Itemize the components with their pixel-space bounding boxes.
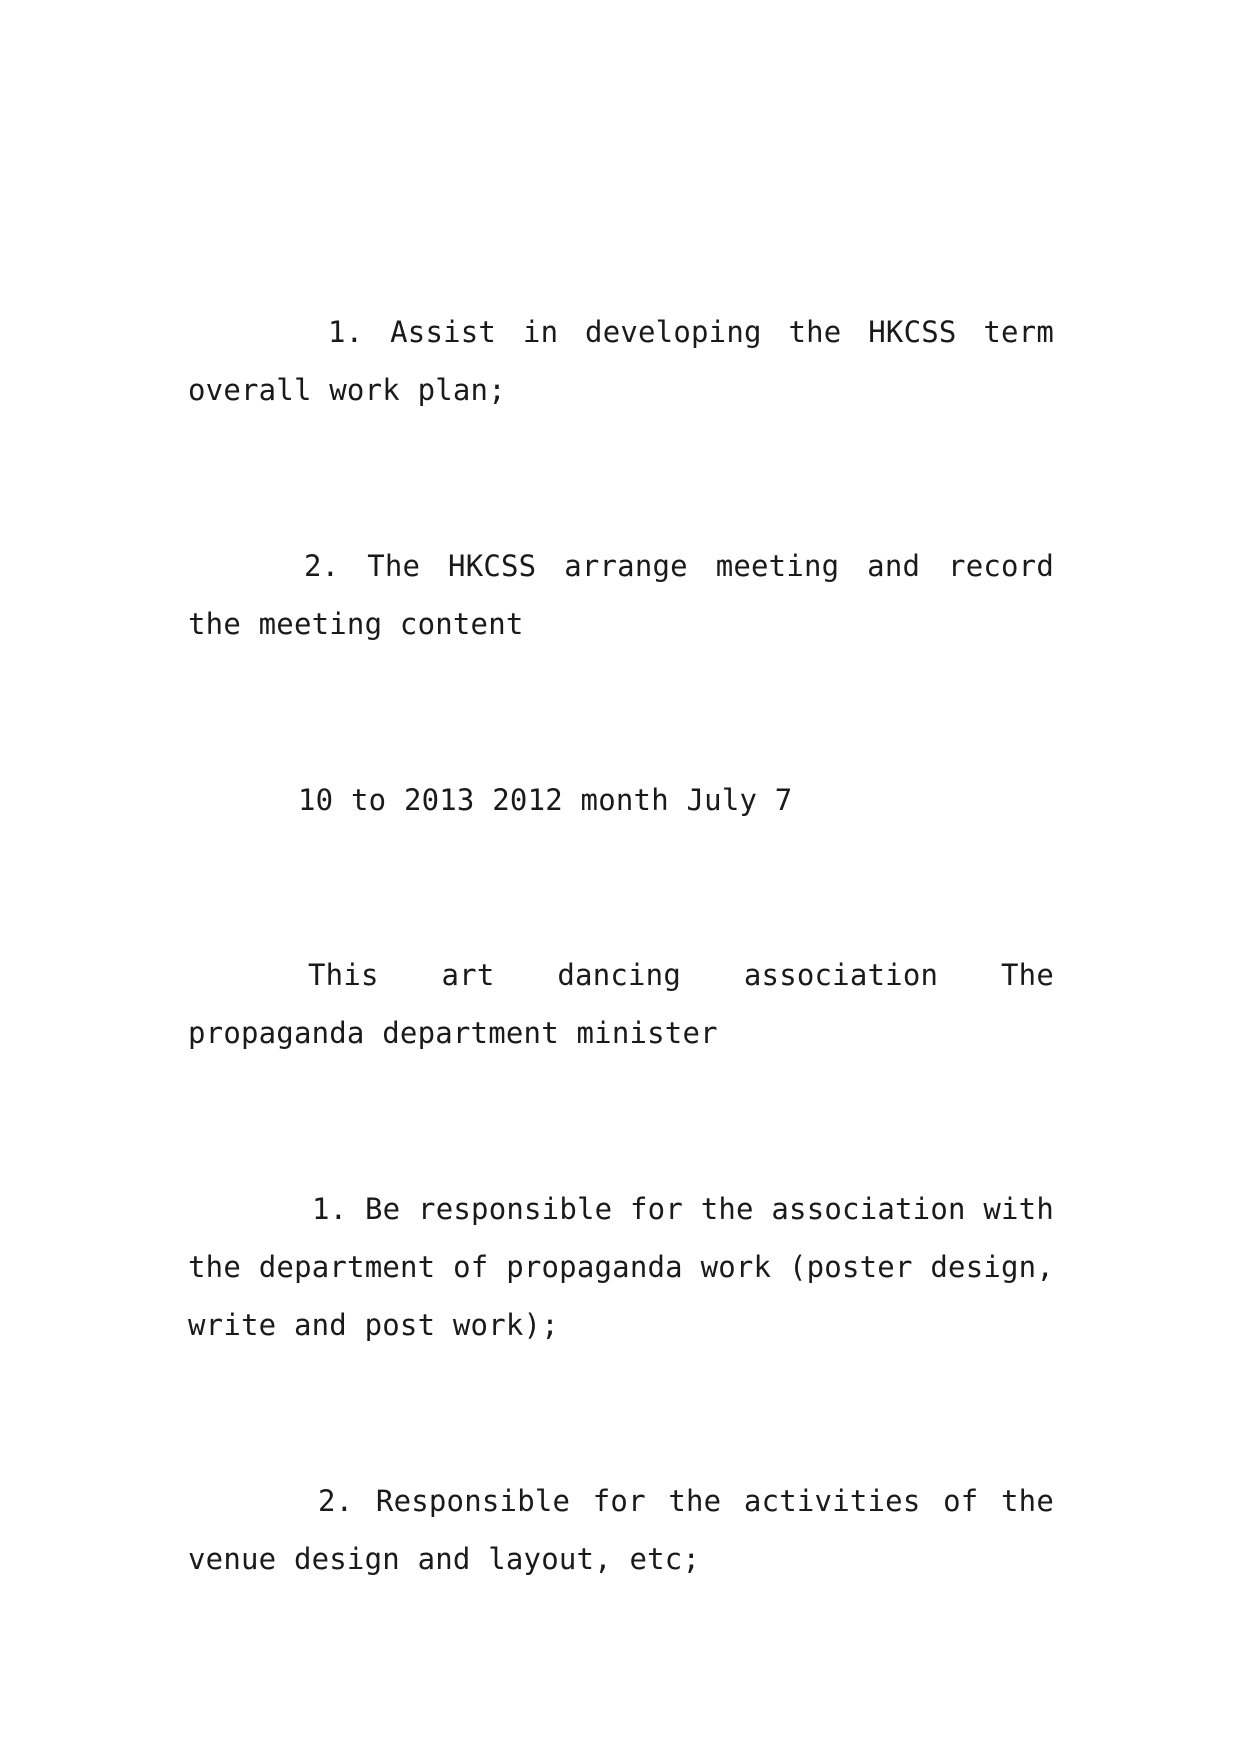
paragraph-date: 10 to 2013 2012 month July 7	[298, 783, 793, 817]
paragraph-propaganda-work: 1. Be responsible for the association with the department of propaganda work (poster design, write and post work);	[188, 1192, 1054, 1342]
paragraph-work-plan: 1. Assist in developing the HKCSS term overall work plan;	[188, 315, 1054, 407]
paragraph-venue-design: 2. Responsible for the activities of the venue design and layout, etc;	[188, 1484, 1054, 1576]
paragraph-department-heading: This art dancing association The propaganda department minister	[188, 958, 1054, 1050]
paragraph-meeting-record: 2. The HKCSS arrange meeting and record the meeting content	[188, 549, 1054, 641]
